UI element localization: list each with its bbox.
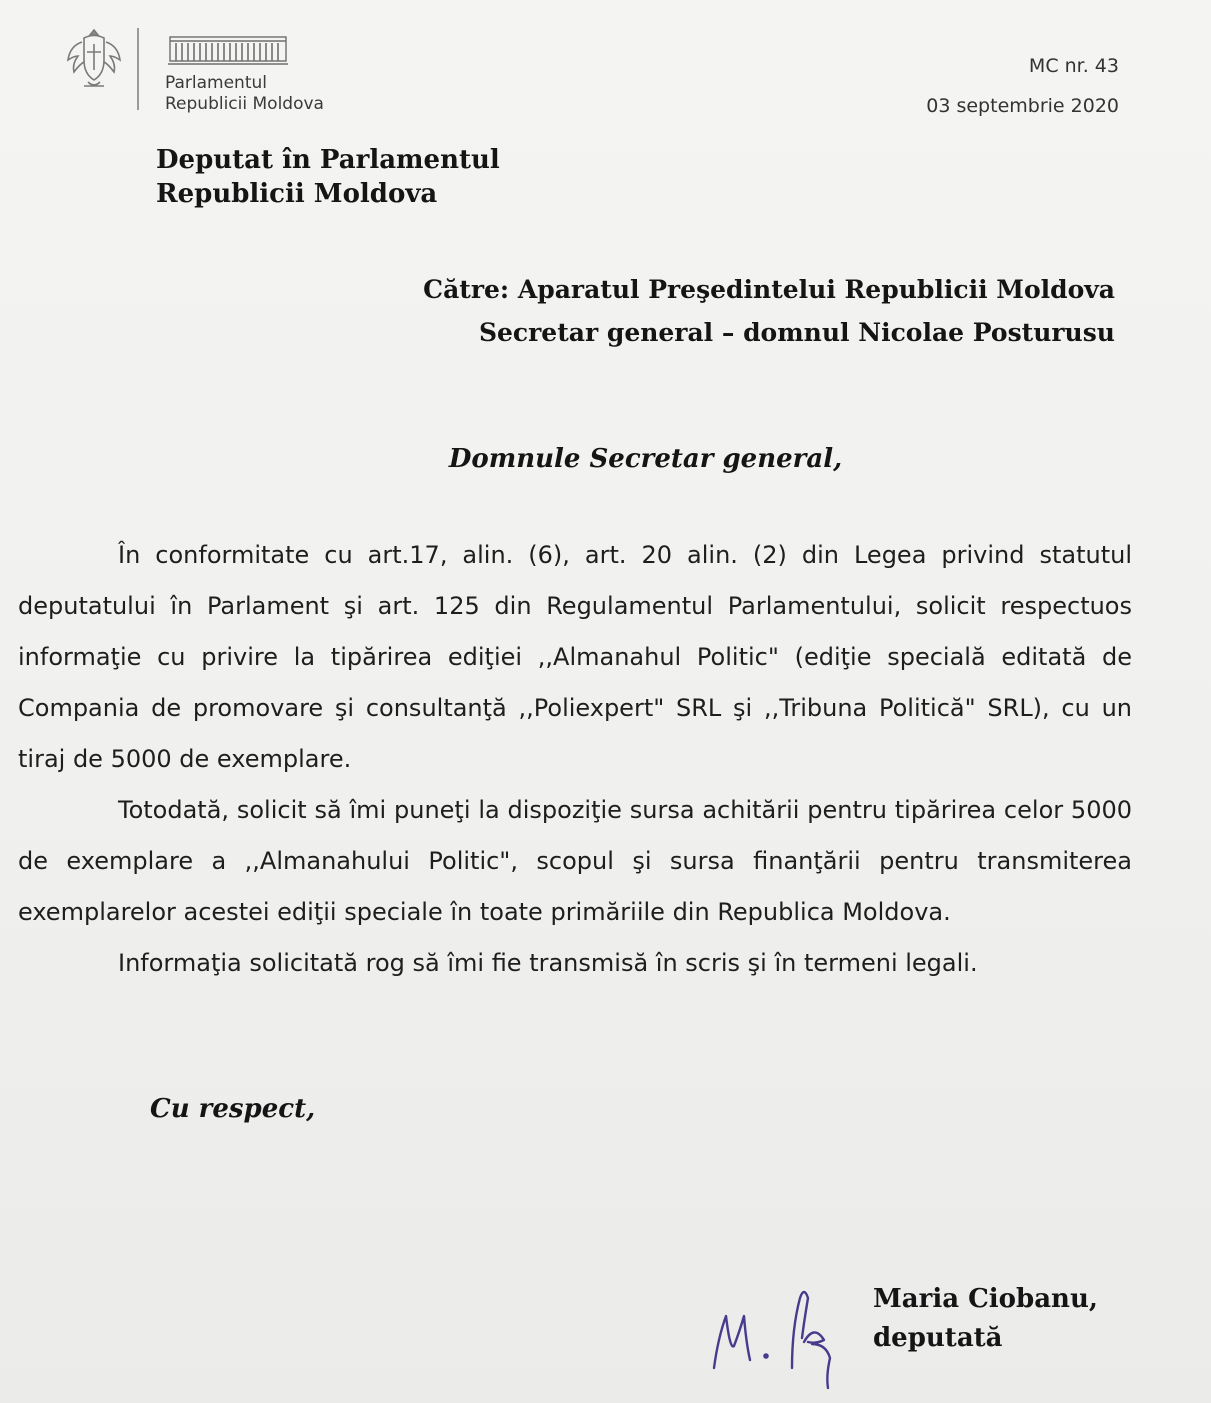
closing-phrase: Cu respect, (150, 1094, 316, 1124)
body-paragraph-1: În conformitate cu art.17, alin. (6), art. 20 alin. (2) din Legea privind statutul deputatului în Parlament şi art. 125 din Regulamentul Parlamentului, solicit respectuos informaţie cu privire la tipărirea ediţiei ,,Almanahul Politic" (ediţie specială editată de Compania de promovare şi consultanţă ,,Poliexpert" SRL şi ,,Tribuna Politică" SRL), cu un tiraj de 5000 de exemplare. (18, 541, 1132, 773)
parliament-building-icon (168, 33, 288, 67)
signer-title: deputată (873, 1323, 1003, 1353)
sender-line-1: Deputat în Parlamentul (156, 145, 500, 175)
addressee-line-1: Către: Aparatul Preşedintelui Republicii Moldova (423, 275, 1115, 304)
addressee-block (423, 268, 1115, 354)
sender-block (156, 143, 500, 211)
document-reference (926, 46, 1119, 126)
signer-name: Maria Ciobanu, (873, 1284, 1098, 1314)
body-paragraph-3: Informaţia solicitată rog să îmi fie transmisă în scris şi în termeni legali. (118, 949, 978, 977)
signer-block (873, 1280, 1098, 1358)
letter-body (18, 530, 1132, 989)
logo-line-2: Republicii Moldova (165, 94, 324, 114)
parliament-logo-text (165, 73, 324, 115)
handwritten-signature (700, 1272, 860, 1392)
body-paragraph-2: Totodată, solicit să îmi puneţi la dispoziţie sursa achitării pentru tipărirea celor 5000 de exemplare a ,,Almanahului Politic", scopul şi sursa finanţării pentru transmiterea exemplarelor acestei ediţii speciale în toate primăriile din Republica Moldova. (18, 796, 1132, 926)
reference-number: MC nr. 43 (1028, 55, 1119, 77)
logo-divider (137, 28, 139, 110)
salutation: Domnule Secretar general, (448, 444, 843, 474)
document-date: 03 septembrie 2020 (926, 95, 1119, 117)
logo-line-1: Parlamentul (165, 73, 267, 93)
sender-line-2: Republicii Moldova (156, 179, 438, 209)
coat-of-arms-icon (64, 26, 124, 92)
addressee-line-2: Secretar general – domnul Nicolae Posturusu (478, 318, 1115, 347)
